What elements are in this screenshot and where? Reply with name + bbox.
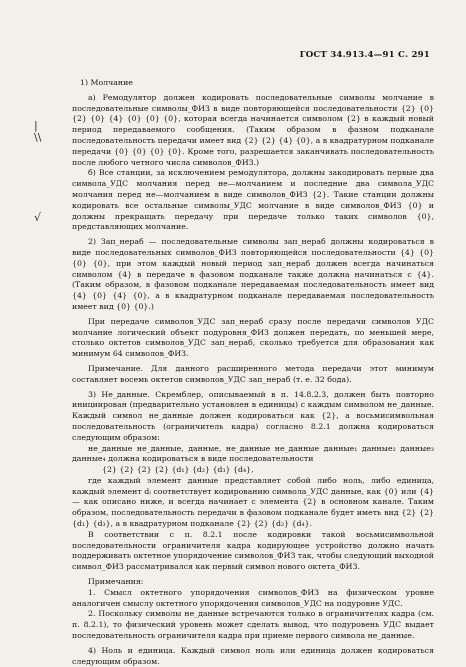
paragraph-transfer: При передаче символов_УДС зап_нераб сразу после передачи символов УДС молчание логический объект подуровня_ФИЗ должен передать, по меньшей мере, столько октетов символов_УДС зап_нераб, сколько требуется для образования как минимум 64 символов_ФИЗ. bbox=[72, 316, 434, 359]
note-1: 1. Смысл октетного упорядочения символов_ФИЗ на физическом уровне аналогичен смыслу октетного упорядочения символов_УДС на подуровне УДС. bbox=[72, 587, 434, 608]
symbol-sequence: {2} {2} {2} {2} {d₁} {d₂} {d₃} {d₄}, bbox=[102, 465, 254, 475]
note-paragraph: Примечание. Для данного расширенного метода передачи этот минимум составляет восемь октетов символов_УДС зап_нераб (т. е. 32 бода). bbox=[72, 363, 434, 384]
paragraph-a: а) Ремодулятор должен кодировать последовательные символы молчание в последовательные символы_ФИЗ в виде повторяющейся последовательности {2} {0} {2} {0} {4} {0} {0} {0}, которая всегда начинается символом {2} в каждый новый период передаваемого сообщения. (Таким образом в фазном подканале последовательность передачи имеет вид {2} {2} {4} {0}, а в квадратурном подканале передачи {0} {0} {0} {0}. Кроме того, разрешается заканчивать последовательность после любого четного числа символов_ФИЗ.) bbox=[72, 92, 434, 167]
paragraph-b: б) Все станции, за исключением ремодулятора, должны закодировать первые два символа_УДС молчания перед не—молчанием и последние два символа_УДС молчания перед не—молчанием в виде символов_ФИЗ {2}. Такие станции должны кодировать все остальные символы_УДС молчание в виде символов_ФИЗ {0} и должны прекращать передачу при передаче только таких символов {0}, представляющих молчание. bbox=[72, 168, 434, 232]
sequence-line: не_данные не_данные, данные, не_данные не_данные данные₁ данные₂ данные₃ данные₄ должна кодироваться в виде последовательности bbox=[72, 443, 434, 464]
section-4-paragraph: 4) Ноль и единица. Каждый символ ноль или единица должен кодироваться следующим образом. bbox=[72, 645, 434, 666]
note-2: 2. Поскольку символы не_данные встречаются только в ограничителях кадра (см. п. 8.2.1), то физический уровень может сделать вывод, что подуровень УДС выдает последовательность ограничителя кадра при приеме первого символа не_данные. bbox=[72, 609, 434, 641]
section-3-paragraph: 3) Не_данные. Скремблер, описываемый в п. 14.8.2.3, должен быть повторно инициирован (предварительно установлен в единицы) с каждым символом не_данные. Каждый символ не_данные должен кодироваться как {2}, а восьмисимвольная последовательность (ограничитель кадра) согласно 8.2.1 должна кодироваться следующим образом: bbox=[72, 389, 434, 442]
notes-heading: Примечания: bbox=[88, 577, 144, 587]
section-title-silence: 1) Молчание bbox=[80, 78, 133, 87]
document-body bbox=[72, 78, 434, 667]
paragraph-elements: где каждый элемент данные представляет собой либо ноль, либо единица, каждый элемент dᵢ соответствует кодированию символа_УДС данные, как {0} или {4} — как описано ниже, и всегда начинает с элемента {2} в основном канале. Таким образом, последовательность передачи в фазовом подканале будет иметь вид {2} {2} {d₁} {d₃}, а в квадратурном подканале {2} {2} {d₂} {d₄}. bbox=[72, 475, 434, 529]
margin-mark-slashes: \\ bbox=[34, 131, 42, 144]
section-2-paragraph: 2) Зап_нераб — последовательные символы зап_нераб должны кодироваться в виде последовательных символов_ФИЗ повторяющейся последовательности {4} {0} {0} {0}, при этом каждый новый период зап_нераб должен всегда начинаться символом {4} в передаче в фазовом подканале также должна начинаться с {4}. (Таким образом, в фазовом подканале передаваемая последовательность имеет вид {4} {0} {4} {0}, а в квадратурном подканале передаваемая последовательность имеет вид {0} {0}.) bbox=[72, 237, 434, 311]
paragraph-ordering: В соответствии с п. 8.2.1 после кодировки такой восьмисимвольной последовательности ограничителя кадра кодирующее устройство должно начать поддерживать октетное упорядочение символов_ФИЗ так, чтобы следующий выходной символ_ФИЗ рассматривался как первый символ нового октета_ФИЗ. bbox=[72, 529, 434, 572]
page-header: ГОСТ 34.913.4—91 С. 291 bbox=[299, 50, 430, 60]
margin-mark-check: √ bbox=[34, 211, 42, 224]
margin-mark-bar: | bbox=[34, 119, 38, 132]
